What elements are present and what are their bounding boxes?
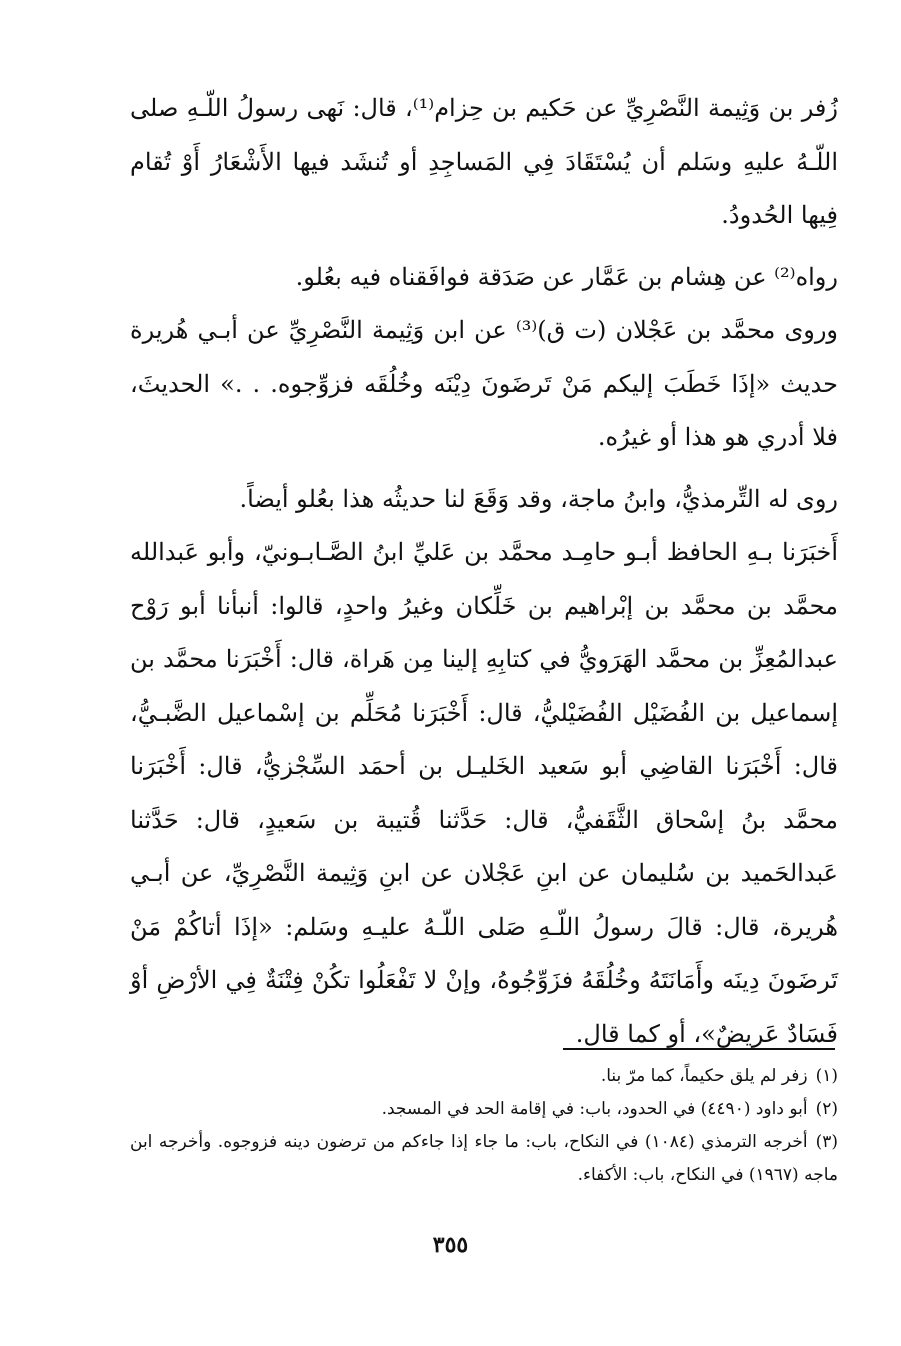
paragraph-3: وروى محمَّد بن عَجْلان (ت ق)⁽³⁾ عن ابن وَثِيمة النَّصْرِيِّ عن أبـي هُريرة حديث «إذَا خَطَبَ إليكم مَنْ تَرضَونَ دِيْنَه وخُلُقَه فزوِّجوه. . .» الحديثَ، فلا أدري هو هذا أو غيرُه. (130, 316, 839, 451)
footnote-number: (١) (815, 1066, 838, 1086)
paragraph-1: زُفر بن وَثِيمة النَّصْرِيِّ عن حَكيم بن حِزام⁽¹⁾، قال: نَهى رسولُ اللّـهِ صلى اللّـهُ عليهِ وسَلم أن يُسْتَقَادَ فِي المَساجِدِ أو تُنشَد فيها الأَشْعَارُ أَوْ تُقام فِيها الحُدودُ. (130, 94, 838, 229)
footnote-text: زفر لم يلق حكيماً، كما مرّ بنا. (600, 1066, 808, 1086)
paragraph-5: أَخبَرَنا بـهِ الحافظ أبـو حامِـد محمَّد بن عَليِّ ابنُ الصَّـابـونيّ، وأبو عَبدالله محمَّد بن محمَّد بن إبْراهيم بن خَلِّكان وغيرُ واحدٍ، قالوا: أنبأنا أبو رَوْح عبدالمُعِزِّ بن محمَّد الهَرَويُّ في كتابِهِ إلينا مِن هَراة، قال: أَخْبَرَنا محمَّد بن إسماعيل بن الفُضَيْل الفُضَيْليُّ، قال: أَخْبَرَنا مُحَلِّم بن إسْماعيل الضَّبـيُّ، قال: أَخْبَرَنا القاضِي أبو سَعيد الخَليـل بن أحمَد السِّجْزيُّ، قال: أَخْبَرَنا محمَّد بنُ إسْحاق الثَّقَفيُّ، قال: حَدَّثنا قُتيبة بن سَعيدٍ، قال: حَدَّثنا عَبدالحَميد بن سُليمان عن ابنِ عَجْلان عن ابنِ وَثِيمة النَّصْرِيِّ، عن أبـي هُريرة، قال: قالَ رسولُ اللّـهِ صَلى اللّـهُ عليـهِ وسَلم: «إذَا أتاكُمْ مَنْ تَرضَونَ دِينَه وأَمَانَتَهُ وخُلُقَهُ فزَوِّجُوهُ، وإنْ لا تَفْعَلُوا تكُنْ فِتْنَةٌ فِي الأرْضِ أوْ فَسَادٌ عَريضٌ»، أو كما قال. (130, 538, 839, 1048)
paragraph-2: رواه⁽²⁾ عن هِشام بن عَمَّار عن صَدَقة فوافَقناه فيه بعُلو. (295, 262, 838, 291)
footnote-text: أخرجه الترمذي (١٠٨٤) في النكاح، باب: ما جاء إذا جاءكم من ترضون دينه فزوجوه. وأخرجه ابن ماجه (١٩٦٧) في النكاح، باب: الأكفاء. (130, 1132, 838, 1185)
footnote-text: أبو داود (٤٤٩٠) في الحدود، باب: في إقامة الحد في المسجد. (381, 1099, 808, 1119)
footnote-3 (130, 1126, 838, 1192)
footnote-number: (٣) (815, 1132, 838, 1152)
footnotes (130, 1060, 838, 1192)
footnote-2 (130, 1093, 838, 1126)
main-text (130, 82, 838, 1061)
footnote-number: (٢) (815, 1099, 838, 1119)
paragraph-4: روى له التِّرمذيُّ، وابنُ ماجة، وقد وَقَعَ لنا حديثُه هذا بعُلو أيضاً. (239, 484, 838, 513)
footnote-separator (563, 1048, 835, 1050)
page-number: ٣٥٥ (432, 1232, 469, 1258)
footnote-1 (130, 1060, 838, 1093)
